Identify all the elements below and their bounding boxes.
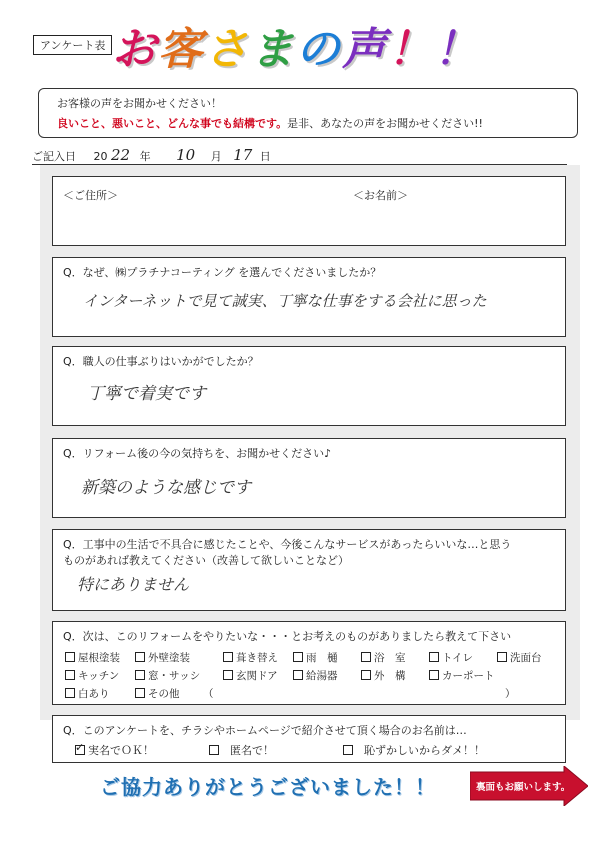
question-text: Q．リフォーム後の今の気持ちを、お聞かせください♪ xyxy=(63,447,332,460)
address-name-box xyxy=(52,176,566,246)
option-label: トイレ xyxy=(442,652,473,664)
option-label: 外壁塗装 xyxy=(148,652,190,664)
checkbox[interactable] xyxy=(65,688,75,698)
question-box-2 xyxy=(52,346,566,426)
consent-option-anonymous[interactable] xyxy=(209,742,274,758)
date-month-unit: 月 xyxy=(210,150,222,163)
name-label: ＜お名前＞ xyxy=(353,189,408,202)
intro-line-2-rest: 是非、あなたの声をお聞かせください!! xyxy=(287,117,483,130)
checkbox[interactable] xyxy=(343,745,353,755)
option-bathroom[interactable] xyxy=(361,650,406,665)
checkbox[interactable] xyxy=(135,652,145,662)
option-toilet[interactable] xyxy=(429,650,473,665)
consent-option-decline[interactable] xyxy=(343,742,485,758)
title-char: お xyxy=(112,24,158,75)
back-side-text: 裏面もお願いします。 xyxy=(476,782,571,793)
option-wall-paint[interactable] xyxy=(135,650,190,665)
option-carport[interactable] xyxy=(429,668,495,683)
option-exterior[interactable] xyxy=(361,668,406,683)
date-day-unit: 日 xyxy=(259,150,271,163)
date-month-value: 10 xyxy=(176,146,196,164)
title-char: ま xyxy=(250,24,296,75)
consent-box xyxy=(52,715,566,763)
option-label: 外 構 xyxy=(374,670,406,682)
option-label: 玄関ドア xyxy=(236,670,278,682)
question-text: Q．次は、このリフォームをやりたいな・・・とお考えのものがありましたら教えて下さい xyxy=(63,630,512,643)
checkbox[interactable] xyxy=(65,652,75,662)
option-label: 匿名で！ xyxy=(230,744,274,757)
intro-banner xyxy=(38,88,578,138)
option-label: 白あり xyxy=(78,688,110,700)
address-label: ＜ご住所＞ xyxy=(63,189,118,202)
checkbox[interactable] xyxy=(361,652,371,662)
option-label: 窓・サッシ xyxy=(148,670,201,682)
question-box-1 xyxy=(52,257,566,337)
title-char: ！ xyxy=(434,24,480,75)
checkbox[interactable] xyxy=(293,670,303,680)
checkbox[interactable] xyxy=(293,652,303,662)
answer-handwritten: インターネットで見て誠実、丁寧な仕事をする会社に思った xyxy=(83,292,487,310)
survey-tag: アンケート表 xyxy=(33,35,112,55)
back-side-arrow xyxy=(470,766,588,806)
reform-checklist-box xyxy=(52,621,566,705)
checkbox[interactable] xyxy=(429,652,439,662)
option-label: 雨 樋 xyxy=(306,652,338,664)
thanks-message: ご協力ありがとうございました！！ xyxy=(100,775,436,799)
question-text: Q．なぜ、㈱プラチナコーティング を選んでくださいましたか？ xyxy=(63,266,382,279)
option-label: 洗面台 xyxy=(510,652,542,664)
other-paren-open: （ xyxy=(203,688,214,700)
option-label: 恥ずかしいからダメ！！ xyxy=(364,744,485,757)
question-text-line-2: ものがあれば教えてください（改善して欲しいことなど） xyxy=(63,554,349,567)
title-char: 声 xyxy=(342,24,388,75)
checkbox[interactable] xyxy=(223,652,233,662)
checkbox[interactable] xyxy=(65,670,75,680)
title-char: さ xyxy=(204,24,250,75)
checkbox[interactable] xyxy=(429,670,439,680)
consent-option-real-name[interactable] xyxy=(75,742,154,758)
question-text: Q．このアンケートを、チラシやホームページで紹介させて頂く場合のお名前は… xyxy=(63,724,467,737)
checkbox-checked[interactable] xyxy=(75,745,85,755)
option-washbasin[interactable] xyxy=(497,650,542,665)
option-label: カーポート xyxy=(442,670,495,682)
option-other[interactable] xyxy=(135,686,180,701)
intro-line-1: お客様の声をお聞かせください！ xyxy=(57,97,222,110)
option-kitchen[interactable] xyxy=(65,668,119,683)
checkbox[interactable] xyxy=(497,652,507,662)
title-char: 客 xyxy=(158,24,204,75)
option-label: 浴 室 xyxy=(374,652,406,664)
option-label: 給湯器 xyxy=(306,670,338,682)
answer-handwritten: 丁寧で着実です xyxy=(87,384,206,404)
answer-handwritten: 特にありません xyxy=(77,575,190,594)
option-roof-paint[interactable] xyxy=(65,650,120,665)
option-label: その他 xyxy=(148,688,180,700)
option-gutter[interactable] xyxy=(293,650,338,665)
date-day-value: 17 xyxy=(233,146,253,164)
intro-line-2-red: 良いこと、悪いこと、どんな事でも結構です。 xyxy=(57,117,288,130)
option-label: 屋根塗装 xyxy=(78,652,120,664)
option-entrance-door[interactable] xyxy=(223,668,278,683)
option-window[interactable] xyxy=(135,668,200,683)
checkbox[interactable] xyxy=(135,670,145,680)
intro-line-2 xyxy=(57,115,483,131)
other-paren-close: ） xyxy=(505,688,516,700)
option-label: 実名でＯＫ！ xyxy=(88,744,154,757)
option-reroof[interactable] xyxy=(223,650,278,665)
date-row xyxy=(32,146,567,165)
title-char: ！ xyxy=(388,24,434,75)
checkbox[interactable] xyxy=(135,688,145,698)
question-text: Q．職人の仕事ぶりはいかがでしたか？ xyxy=(63,355,259,368)
question-text-line-1: Q．工事中の生活で不具合に感じたことや、今後こんなサービスがあったらいいな…と思う xyxy=(63,538,512,551)
date-year-value: 22 xyxy=(111,146,131,164)
option-termite[interactable] xyxy=(65,686,110,701)
date-label: ご記入日 xyxy=(32,150,76,163)
date-year-unit: 年 xyxy=(139,150,151,163)
question-box-3 xyxy=(52,438,566,518)
option-label: キッチン xyxy=(78,670,120,682)
page-title xyxy=(112,24,480,75)
answer-handwritten: 新築のような感じです xyxy=(81,478,251,498)
option-label: 葺き替え xyxy=(236,652,278,664)
checkbox[interactable] xyxy=(361,670,371,680)
title-char: の xyxy=(296,24,342,75)
checkbox[interactable] xyxy=(209,745,219,755)
option-water-heater[interactable] xyxy=(293,668,338,683)
question-box-4 xyxy=(52,529,566,611)
checkbox[interactable] xyxy=(223,670,233,680)
date-year-prefix: 20 xyxy=(93,150,108,163)
